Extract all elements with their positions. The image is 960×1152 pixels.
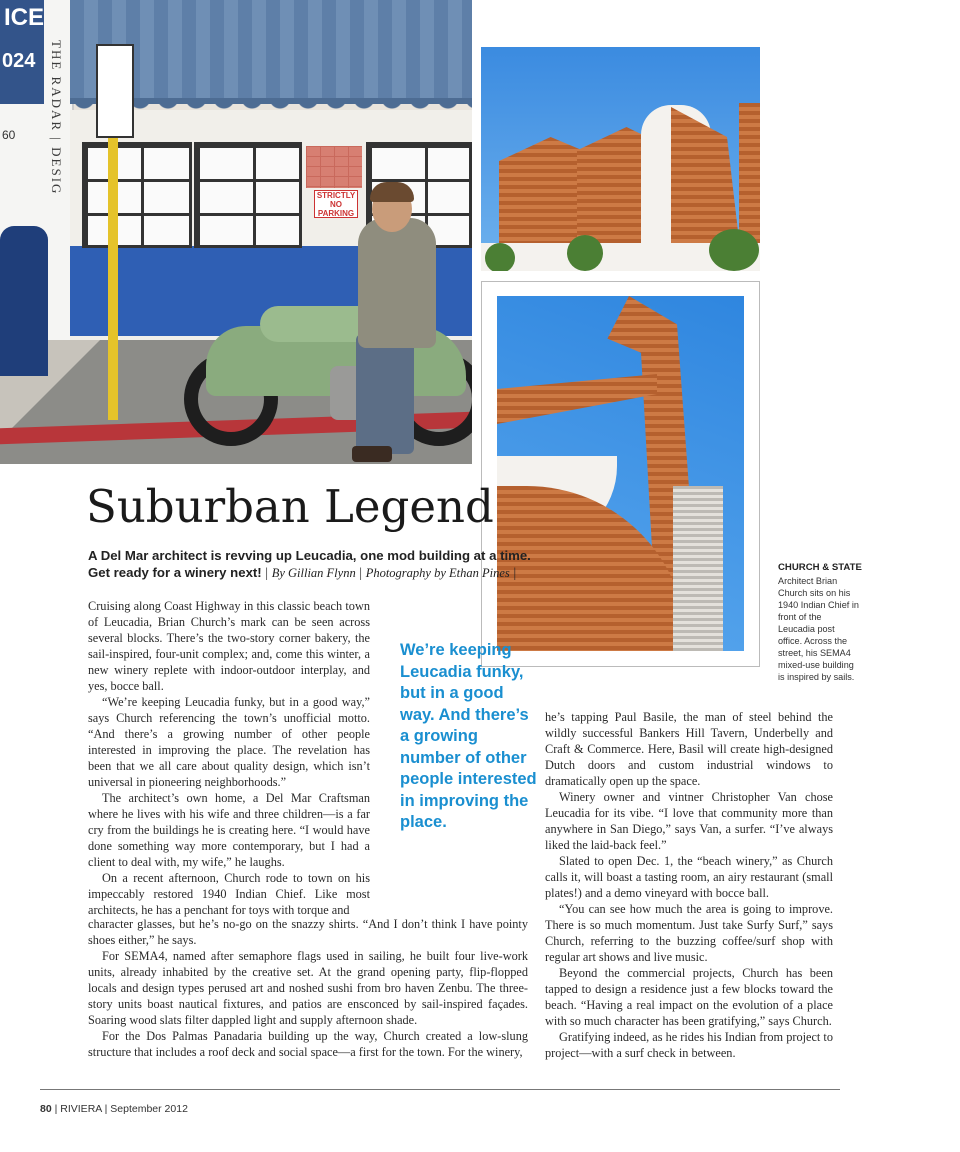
sign-text-bottom: 024 [2, 50, 36, 72]
headline: Suburban Legend [86, 480, 494, 533]
address-number: 60 [2, 128, 16, 142]
deck [88, 547, 538, 582]
parking-signboard [96, 44, 134, 138]
magazine-name: RIVIERA [60, 1103, 102, 1115]
caption-title: CHURCH & STATE [778, 562, 862, 573]
byline-author: By Gillian Flynn [271, 566, 356, 580]
window-left [82, 142, 192, 248]
tree-right [709, 229, 759, 271]
paragraph: Beyond the commercial projects, Church has been tapped to design a residence just a few blocks toward the beach. “Having a real impact on the evolution of a place with so much character has been gratifying,” says Church. [545, 966, 833, 1028]
page-footer [40, 1103, 188, 1115]
paragraph: On a recent afternoon, Church rode to town on his impeccably restored 1940 Indian Chief. Like most architects, he has a penchant for toys with torque and [88, 871, 370, 917]
paragraph: he’s tapping Paul Basile, the man of steel behind the wildly successful Bankers Hill Tavern, Underbelly and Craft & Commerce. Here, Basil will create high-designed Dutch doors and custom industrial windows to dramatically open up the space. [545, 710, 833, 788]
mailbox [0, 226, 48, 376]
no-parking-line1: STRICTLY [316, 191, 356, 200]
paragraph: Winery owner and vintner Christopher Van chose Leucadia for its vibe. “I love that community more than anywhere in San Diego,” says Van, a surfer. “I’ve always liked the laid-back feel.” [545, 790, 833, 852]
body-column-1-wide [88, 916, 528, 1060]
rider-jacket [358, 218, 436, 348]
no-parking-line2: NO [330, 200, 342, 209]
sign-text-top: ICE [4, 4, 45, 31]
caption-body: Architect Brian Church sits on his 1940 Indian Chief in front of the Leucadia post office. Across the street, his SEMA4 mixed-use building is inspired by sails. [778, 576, 859, 682]
rider-hair [370, 182, 414, 202]
footer-separator-1: | [54, 1103, 58, 1115]
deck-separator-3: | [513, 565, 517, 580]
deck-separator-2: | [359, 565, 363, 580]
body-column-2 [545, 709, 833, 1061]
no-parking-line3: PARKING [317, 209, 355, 218]
footer-separator-2: | [104, 1103, 108, 1115]
issue-date: September 2012 [110, 1103, 188, 1115]
paragraph: “You can see how much the area is going to improve. There is so much momentum. Just take Surfy Surf,” says Church, referring to the buzzing coffee/surf shop with regular art shows and live music. [545, 902, 833, 964]
no-parking-sign [314, 190, 358, 218]
tree-center [567, 235, 603, 271]
footer-rule [40, 1089, 840, 1090]
page-number: 80 [40, 1103, 52, 1115]
photo-sail-facade [497, 296, 744, 651]
tree-left [485, 243, 515, 271]
paragraph: Gratifying indeed, as he rides his Indian from project to project—with a surf check in between. [545, 1030, 833, 1060]
paragraph: The architect’s own home, a Del Mar Craftsman where he lives with his wife and three children—is a far cry from the buildings he is creating here. “I would have done something way more contemporary, but I had a client to deal with, my wife,” he laughs. [88, 791, 370, 869]
brick-panel [306, 146, 362, 188]
pull-quote: We’re keeping Leucadia funky, but in a good way. And there’s a growing number of other people interested in improving the place. [400, 641, 537, 831]
hero-photo-architect-on-motorcycle [0, 0, 472, 464]
yellow-sign-pole [108, 130, 118, 420]
rider-legs [356, 334, 414, 454]
body-column-1 [88, 598, 370, 918]
sail-crossbar [497, 374, 657, 424]
paragraph: For the Dos Palmas Panadaria building up the way, Church created a low-slung structure that includes a roof deck and social space—a first for the town. For the winery, [88, 1029, 528, 1059]
post-office-sign [0, 0, 44, 104]
paragraph: Cruising along Coast Highway in this classic beach town of Leucadia, Brian Church’s mark can be seen across several blocks. There’s the two-story corner bakery, the sail-inspired, four-unit complex; and, come this winter, a new winery replete with indoor-outdoor interplay, and yes, bocce ball. [88, 599, 370, 693]
rider-boots [352, 446, 392, 462]
paragraph: For SEMA4, named after semaphore flags used in sailing, he built four live-work units, already inhabited by the creative set. At the grand opening party, flip-flopped locals and design types perused art and noshed sushi from bro haven Zenbu. The three-story units boast nautical fixtures, and patios are ensconced by sail-inspired façades. Soaring wood slats filter dappled light and supply afternoon shade. [88, 949, 528, 1027]
window-center [194, 142, 302, 248]
paragraph: Slated to open Dec. 1, the “beach winery,” as Church calls it, will boast a tasting room, an airy restaurant (small plates!) and a demo vineyard with bocce ball. [545, 854, 833, 900]
section-spine: THE RADAR | DESIG [49, 40, 64, 196]
paragraph: character glasses, but he’s no-go on the snazzy shirts. “And I don’t think I have pointy shoes either,” he says. [88, 917, 528, 947]
back-tower [673, 486, 723, 651]
deck-text: A Del Mar architect is revving up Leucadia, one mod building at a time. Get ready for a winery next! [88, 548, 531, 580]
photo-sema4-buildings [481, 47, 760, 271]
deck-separator-1: | [265, 565, 269, 580]
byline-photo: Photography by Ethan Pines [365, 566, 510, 580]
paragraph: “We’re keeping Leucadia funky, but in a good way,” says Church referencing the town’s unofficial motto. “And there’s a growing number of other people interested in improving the place. The revelation has been that we all care about quality design, which isn’t universal in pioneering neighborhoods.” [88, 695, 370, 789]
